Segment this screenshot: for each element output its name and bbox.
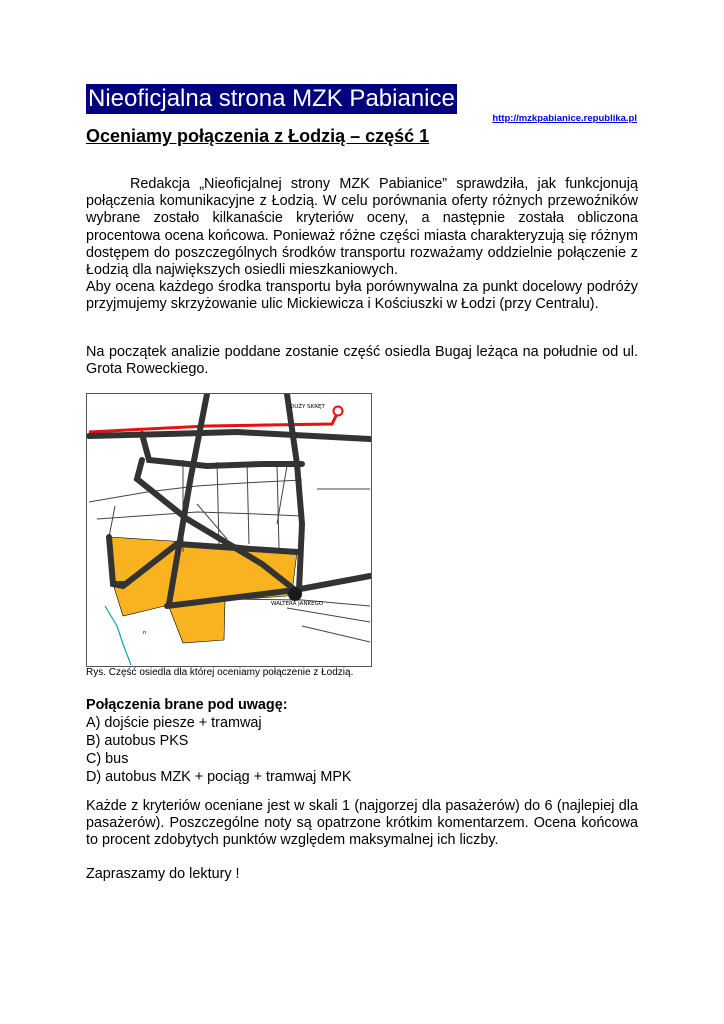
map-tram-terminus (334, 407, 343, 416)
list-item: D) autobus MZK + pociąg + tramwaj MPK (86, 769, 352, 785)
site-title: Nieoficjalna strona MZK Pabianice (88, 85, 455, 112)
destination-paragraph: Aby ocena każdego środka transportu była porównywalna za punkt docelowy podróży przyjmujemy skrzyżowanie ulic Mickiewicza i Kościuszki w Łodzi (przy Centralu). (86, 279, 638, 313)
list-item: A) dojście piesze + tramwaj (86, 715, 262, 731)
list-item: B) autobus PKS (86, 733, 189, 749)
district-map (86, 393, 372, 667)
intro-section (86, 176, 638, 314)
map-label-top: DUŻY SKRĘT (290, 404, 325, 410)
list-item: C) bus (86, 751, 129, 767)
area-paragraph: Na początek analizie poddane zostanie część osiedla Bugaj leżąca na południe od ul. Grota Roweckiego. (86, 344, 638, 378)
scoring-paragraph: Każde z kryteriów oceniane jest w skali 1 (najgorzej dla pasażerów) do 6 (najlepiej dla pasażerów). Poszczególne noty są opatrzone krótkim komentarzem. Ocena końcowa to procent zdobytych punktów względem maksymalnej ich liczby. (86, 798, 638, 849)
map-tram-line (89, 414, 337, 432)
site-url-link[interactable]: http://mzkpabianice.republika.pl (492, 113, 637, 124)
map-label-small: n (143, 630, 147, 636)
figure-caption: Rys. Część osiedla dla której oceniamy połączenie z Łodzią. (86, 667, 354, 678)
closing-text: Zapraszamy do lektury ! (86, 866, 240, 882)
intro-paragraph: Redakcja „Nieoficjalnej strony MZK Pabianice” sprawdziła, jak funkcjonują połączenia komunikacyjne z Łodzią. W celu porównania oferty różnych przewoźników wybrane zostało kilkanaście kryteriów oceny, a następnie została obliczona procentowa ocena końcowa. Ponieważ różne części miasta charakteryzują się różnym dostępem do poszczególnych środków transportu rozważamy oddzielnie połączenie z Łodzią dla największych osiedli mieszkaniowych. (86, 176, 638, 279)
article-title: Oceniamy połączenia z Łodzią – część 1 (86, 126, 430, 146)
scoring-section (86, 798, 638, 850)
closing-section (86, 866, 638, 883)
map-svg (87, 394, 371, 666)
connections-heading: Połączenia brane pod uwagę: (86, 697, 288, 713)
map-label-bottom: WALTERA JANKEGO (271, 601, 324, 607)
connections-list (86, 696, 352, 786)
area-paragraph-section (86, 344, 638, 378)
map-stop-marker (288, 587, 302, 601)
